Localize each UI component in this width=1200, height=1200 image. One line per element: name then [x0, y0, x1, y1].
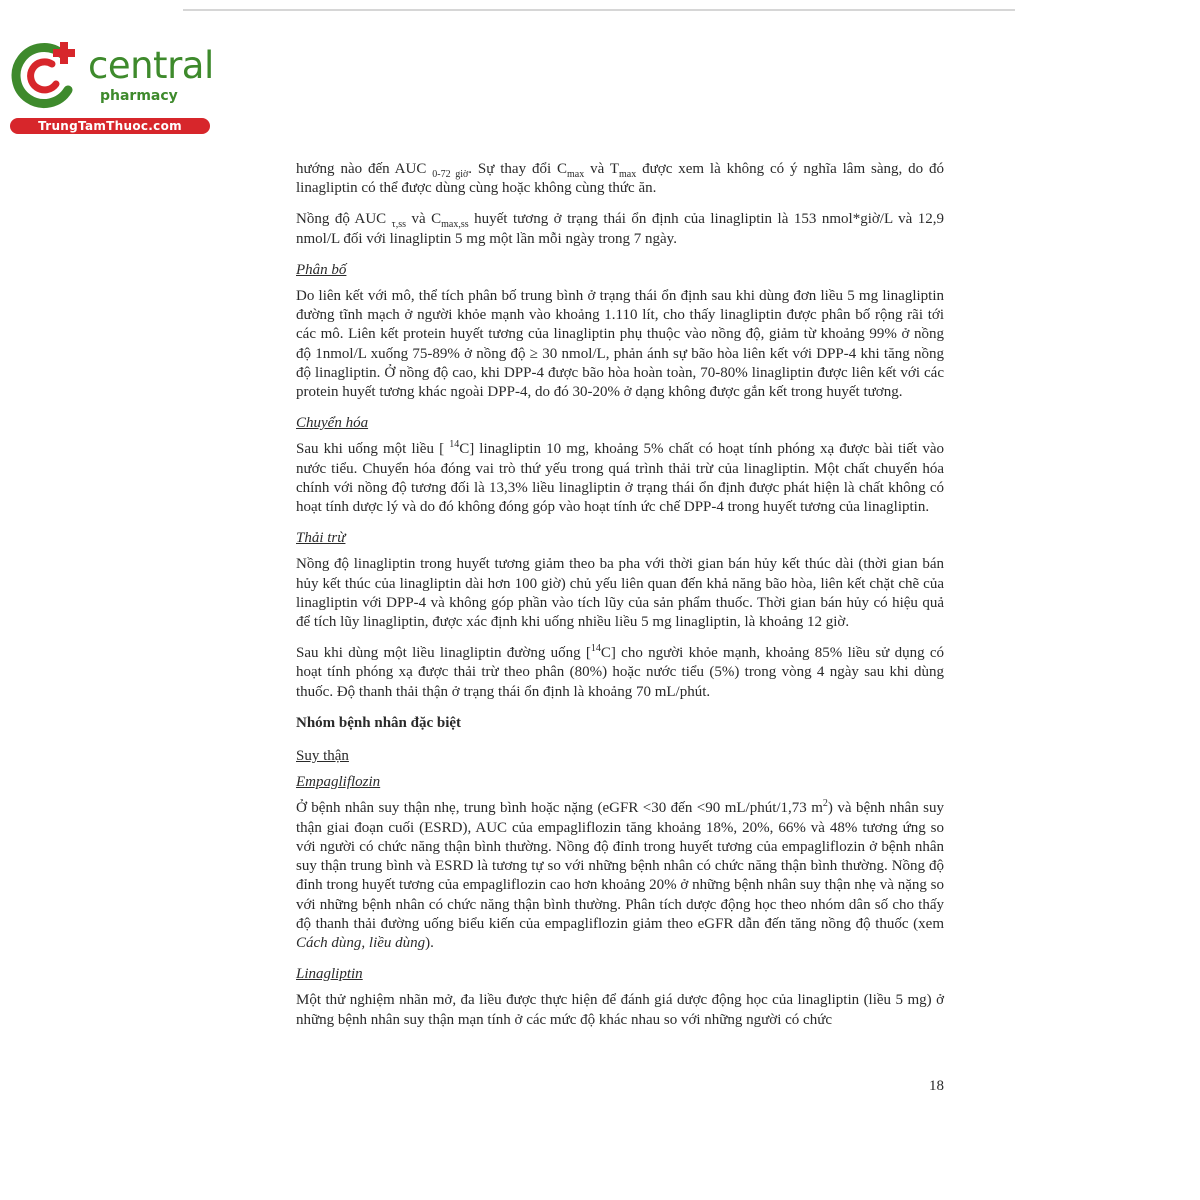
heading-elimination: Thải trừ — [296, 530, 346, 547]
heading-distribution: Phân bố — [296, 261, 347, 278]
paragraph-food-effect: hướng nào đến AUC $_{0-72 giờ}$. Sự thay đổi $C_{max}$ và $T_{max}$ được xem là không có ý nghĩa lâm sàng, do đó linagliptin có thể được dùng cùng hoặc không cùng thức ăn. — [296, 161, 944, 197]
paragraph-linagliptin-renal: Một thử nghiệm nhãn mở, đa liều được thực hiện để đánh giá dược động học của linagliptin (liều 5 mg) ở những bệnh nhân suy thận mạn tính ở các mức độ khác nhau so với những người có chức — [296, 992, 944, 1028]
paragraph-elimination: Nồng độ linagliptin trong huyết tương giảm theo ba pha với thời gian bán hủy kết thúc dài (thời gian bán hủy kết thúc của linagliptin dài hơn 100 giờ) chủ yếu liên quan đến khả năng bão hòa, liên kết chặt chẽ của linagliptin với DPP-4 và không góp phần vào tích lũy của sản phẩm thuốc. Thời gian bán hủy có hiệu quả để tích lũy linagliptin, được xác định khi uống nhiều liều 5 mg linagliptin, là khoảng 12 giờ. — [296, 556, 944, 631]
pharmacy-cross-logo-icon — [10, 40, 82, 112]
heading-renal-impairment: Suy thận — [296, 748, 349, 765]
logo-website-bar: TrungTamThuoc.com — [10, 118, 210, 134]
heading-metabolism: Chuyển hóa — [296, 415, 369, 432]
paragraph-distribution: Do liên kết với mô, thể tích phân bố trung bình ở trạng thái ổn định sau khi dùng đơn liều 5 mg linagliptin đường tĩnh mạch ở người khỏe mạnh vào khoảng 1.110 lít, cho thấy linagliptin được phân bố rộng rãi tới các mô. Liên kết protein huyết tương của linagliptin phụ thuộc vào nồng độ, giảm từ khoảng 99% ở nồng độ 1nmol/L xuống 75-89% ở nồng độ ≥ 30 nmol/L, phản ánh sự bão hòa liên kết với DPP-4 khi tăng nồng độ linagliptin. Ở nồng độ cao, khi DPP-4 được bão hòa hoàn toàn, 70-80% linagliptin được liên kết với các protein huyết tương khác ngoài DPP-4, do đó 30-20% ở dạng không được gắn kết trong huyết tương. — [296, 288, 944, 401]
logo-wordmark: central — [88, 44, 214, 87]
document-body — [296, 160, 944, 1042]
logo-subtitle: pharmacy — [100, 88, 178, 104]
paragraph-metabolism: Sau khi uống một liều [ $^{14}$C] linagliptin 10 mg, khoảng 5% chất có hoạt tính phóng xạ được bài tiết vào nước tiểu. Chuyển hóa đóng vai trò thứ yếu trong quá trình thải trừ của linagliptin. Một chất chuyển hóa chính với nồng độ tương đối là 13,3% liều linagliptin ở trạng thái ổn định được phát hiện là chất không có hoạt tính dược lý và do đó không đóng góp vào hoạt tính ức chế DPP-4 trong huyết tương của linagliptin. — [296, 439, 944, 516]
paragraph-empagliflozin-renal: Ở bệnh nhân suy thận nhẹ, trung bình hoặc nặng (eGFR <30 đến <90 mL/phút/1,73 $m^2$) và bệnh nhân suy thận giai đoạn cuối (ESRD), AUC của empagliflozin tăng khoảng 18%, 20%, 66% và 48% tương ứng so với người có chức năng thận bình thường. Nồng độ đỉnh trong huyết tương của empagliflozin ở bệnh nhân suy thận trung bình và ESRD là tương tự so với những bệnh nhân có chức năng thận bình thường. Nồng độ đỉnh trong huyết tương của empagliflozin cao hơn khoảng 20% ở những bệnh nhân suy thận nhẹ và nặng so với những bệnh nhân có chức năng thận bình thường. Phân tích dược động học theo nhóm dân số cho thấy độ thanh thải đường uống biểu kiến của empagliflozin giảm theo eGFR dẫn đến tăng nồng độ thuốc (xem Cách dùng, liều dùng). — [296, 798, 945, 951]
central-pharmacy-logo[interactable] — [10, 40, 220, 140]
paragraph-steady-state: Nồng độ AUC $_{\tau,ss}$ và $C_{max,ss}$ huyết tương ở trạng thái ổn định của linagliptin là 153 nmol*giờ/L và 12,9 nmol/L đối với linagliptin 5 mg một lần mỗi ngày trong 7 ngày. — [296, 211, 944, 247]
top-rule — [183, 9, 1015, 11]
heading-special-populations: Nhóm bệnh nhân đặc biệt — [296, 714, 462, 731]
heading-empagliflozin: Empagliflozin — [296, 774, 381, 791]
heading-linagliptin: Linagliptin — [296, 966, 363, 983]
page-number: 18 — [929, 1078, 944, 1094]
paragraph-excretion: Sau khi dùng một liều linagliptin đường uống [$^{14}$C] cho người khỏe mạnh, khoảng 85% liều sử dụng có hoạt tính phóng xạ được thải trừ theo phân (80%) hoặc nước tiểu (5%) trong vòng 4 ngày sau khi dùng thuốc. Độ thanh thải thận ở trạng thái ổn định là khoảng 70 mL/phút. — [296, 643, 944, 700]
